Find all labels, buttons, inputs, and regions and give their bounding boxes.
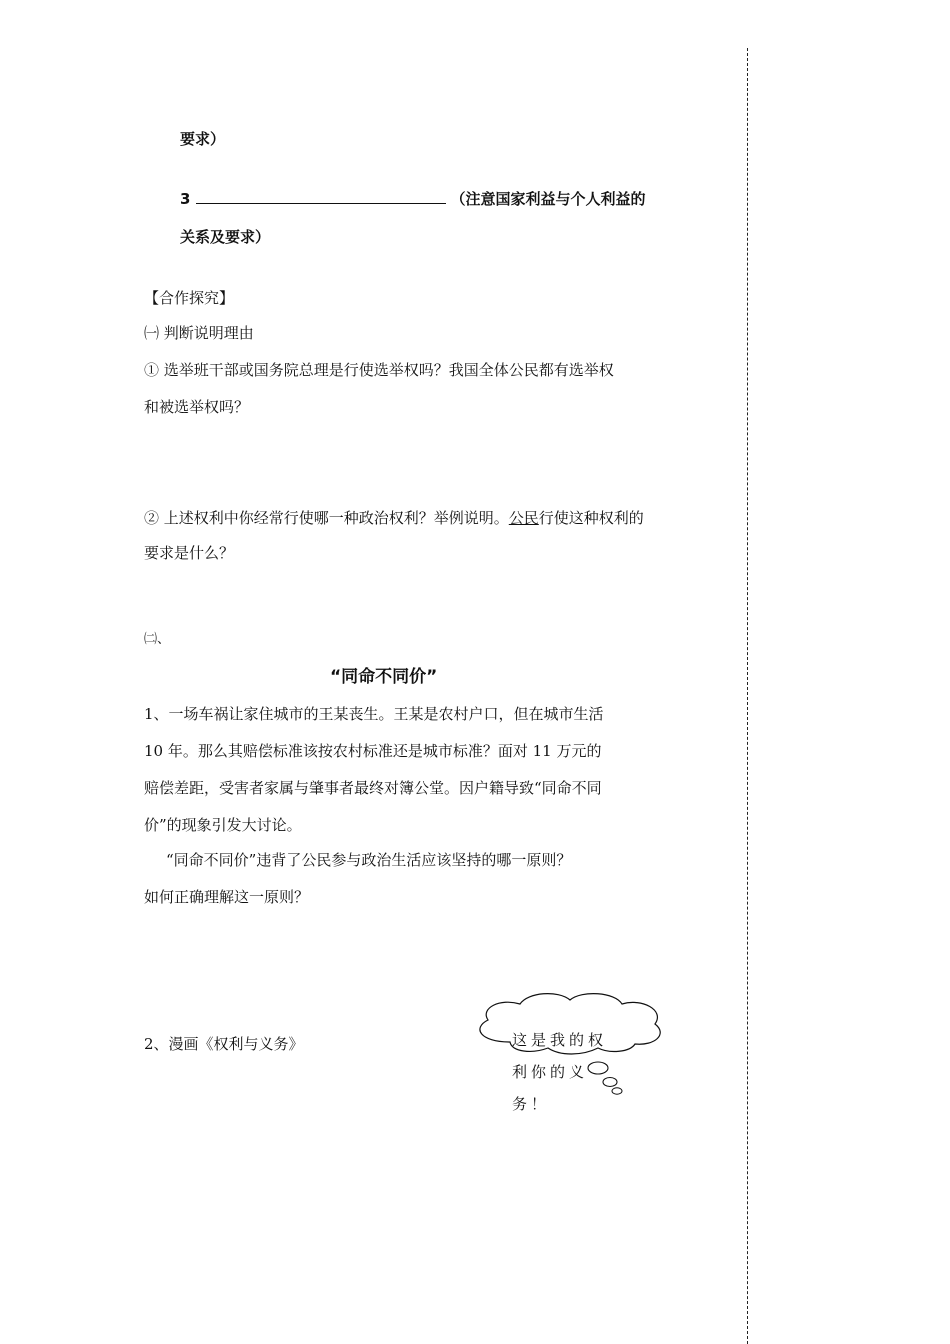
case-line-2: 10 年。那么其赔偿标准该按农村标准还是城市标准？面对 11 万元的 [144, 742, 602, 760]
binding-dashed-line [747, 48, 748, 1344]
case-title: “同命不同价” [330, 667, 438, 687]
item-3-note: （注意国家利益与个人利益的 [450, 190, 646, 208]
case-line-4: 价”的现象引发大讨论。 [144, 816, 302, 834]
question-2-line1 [144, 507, 644, 528]
case-line-3: 赔偿差距，受害者家属与肇事者最终对簿公堂。因户籍导致“同命不同 [144, 779, 602, 797]
item-3-note-cont: 关系及要求） [180, 228, 271, 246]
case-question-2: 如何正确理解这一原则？ [144, 888, 310, 906]
question-1-line1: ① 选举班干部或国务院总理是行使选举权吗？我国全体公民都有选举权 [144, 361, 614, 379]
question-2-line2: 要求是什么？ [144, 544, 235, 562]
case-question-1: “同命不同价”违背了公民参与政治生活应该坚持的哪一原则？ [166, 851, 572, 869]
explore-heading: 【合作探究】 [144, 289, 235, 307]
item-3-number: 3 [180, 190, 191, 208]
requirement-line: 要求） [180, 130, 226, 148]
part2-label: ㈡、 [144, 632, 171, 647]
part1-label: ㈠ 判断说明理由 [144, 324, 254, 342]
item-3-line [180, 188, 645, 209]
item-3-blank [196, 189, 446, 204]
case-line-1: 1、一场车祸让家住城市的王某丧生。王某是农村户口，但在城市生活 [144, 705, 604, 723]
comic-label: 2、漫画《权利与义务》 [144, 1035, 304, 1053]
question-1-line2: 和被选举权吗？ [144, 398, 250, 416]
bubble-text: 这是我的权利你的义务！ [512, 1031, 608, 1113]
question-2-suffix: 行使这种权利的 [538, 509, 644, 527]
question-2-prefix: ② 上述权利中你经常行使哪一种政治权利？举例说明。 [144, 509, 509, 527]
question-2-underlined: 公民 [508, 509, 539, 527]
